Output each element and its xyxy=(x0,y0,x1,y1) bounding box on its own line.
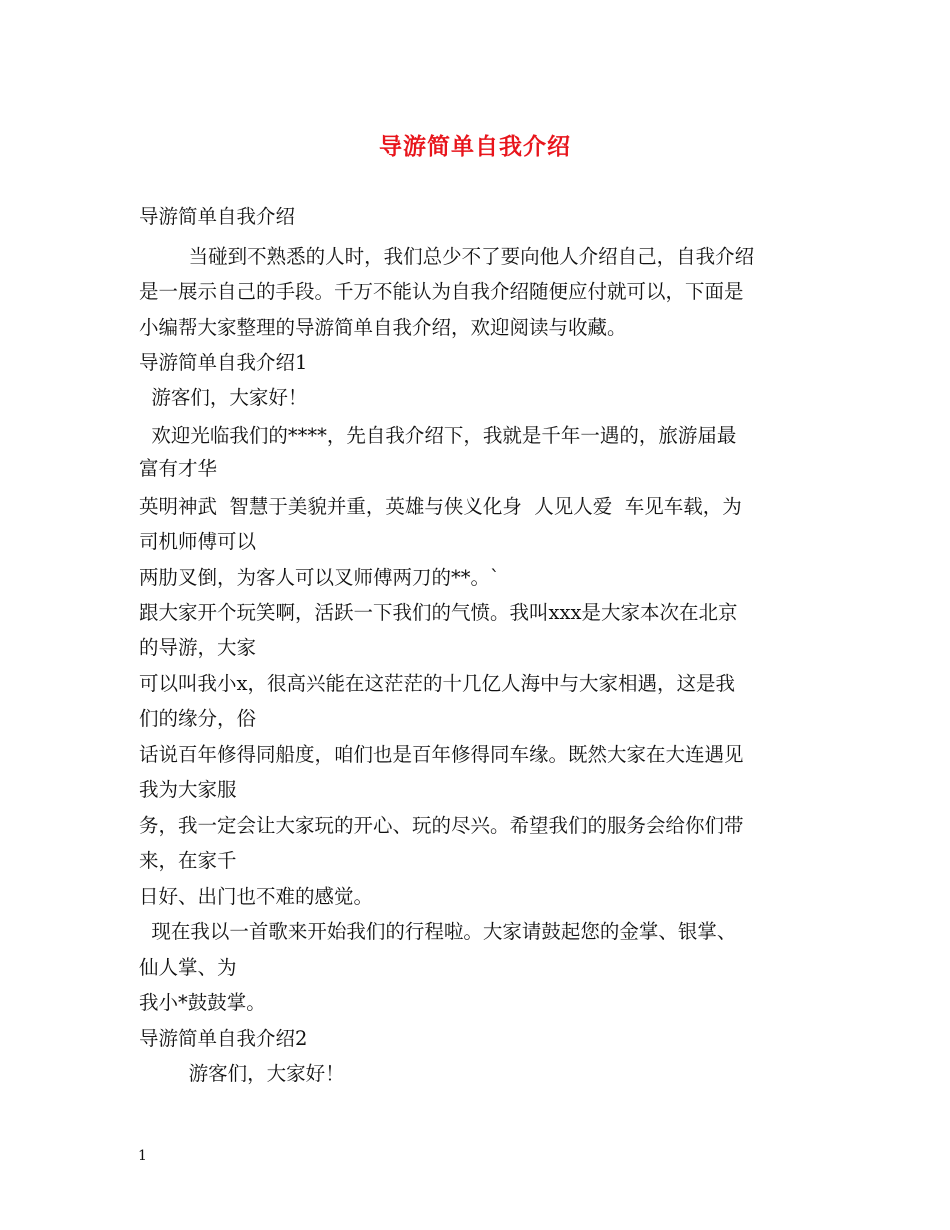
text-line: 当碰到不熟悉的人时，我们总少不了要向他人介绍自己，自我介绍 xyxy=(139,245,755,268)
text-line: 是一展示自己的手段。千万不能认为自我介绍随便应付就可以，下面是 xyxy=(139,280,744,303)
page-number: 1 xyxy=(138,1148,147,1164)
text-line: 欢迎光临我们的****，先自我介绍下，我就是千年一遇的，旅游届最 xyxy=(139,424,737,447)
text-line: 英明神武 智慧于美貌并重，英雄与侠义化身 人见人爱 车见车载，为 xyxy=(139,495,742,518)
text-line: 我小*鼓鼓掌。 xyxy=(139,991,266,1014)
text-line: 司机师傅可以 xyxy=(139,530,257,553)
text-line: 游客们，大家好！ xyxy=(139,386,308,409)
text-line: 现在我以一首歌来开始我们的行程啦。大家请鼓起您的金掌、银掌、 xyxy=(139,920,737,943)
document-title: 导游简单自我介绍 xyxy=(379,133,571,160)
text-line: 们的缘分，俗 xyxy=(139,707,257,730)
text-line: 小编帮大家整理的导游简单自我介绍，欢迎阅读与收藏。 xyxy=(139,316,627,339)
text-line: 话说百年修得同船度，咱们也是百年修得同车缘。既然大家在大连遇见 xyxy=(139,743,744,766)
text-line: 两肋叉倒，为客人可以叉师傅两刀的**。` xyxy=(139,566,500,589)
text-line: 务，我一定会让大家玩的开心、玩的尽兴。希望我们的服务会给你们带 xyxy=(139,814,744,837)
text-line: 可以叫我小x，很高兴能在这茫茫的十几亿人海中与大家相遇，这是我 xyxy=(139,672,735,695)
text-line: 我为大家服 xyxy=(139,778,237,801)
text-line: 导游简单自我介绍1 xyxy=(139,351,308,374)
text-line: 日好、出门也不难的感觉。 xyxy=(139,885,374,908)
text-line: 导游简单自我介绍2 xyxy=(139,1027,308,1050)
text-line: 来，在家千 xyxy=(139,849,237,872)
text-line: 的导游，大家 xyxy=(139,636,257,659)
text-line: 跟大家开个玩笑啊，活跃一下我们的气愤。我叫xxx是大家本次在北京 xyxy=(139,601,738,624)
text-line: 导游简单自我介绍 xyxy=(139,205,296,228)
text-line: 仙人掌、为 xyxy=(139,956,237,979)
text-line: 游客们，大家好！ xyxy=(139,1062,345,1085)
text-line: 富有才华 xyxy=(139,457,218,480)
